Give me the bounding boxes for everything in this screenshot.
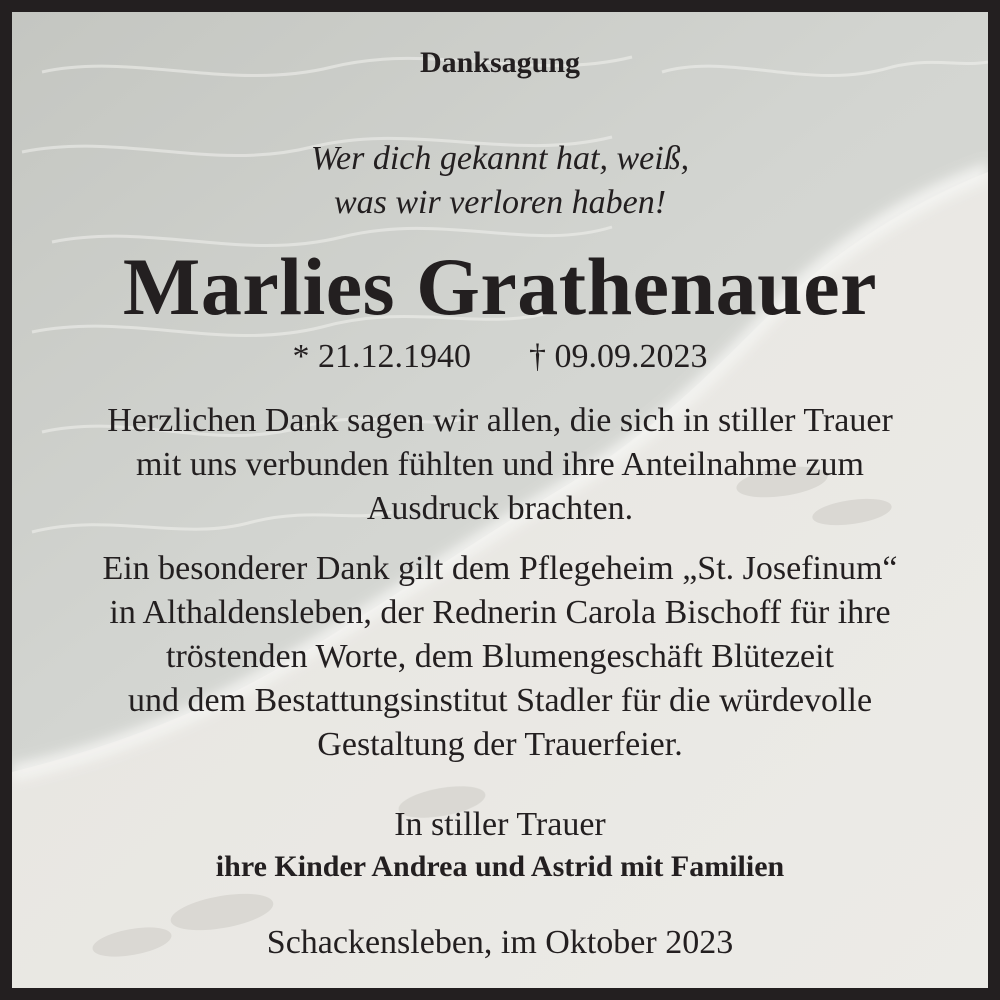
special-thanks-line-4: und dem Bestattungsinstitut Stadler für die würdevolle bbox=[127, 682, 873, 719]
special-thanks-line-2: in Althaldensleben, der Rednerin Carola Bischoff für ihre bbox=[109, 594, 891, 631]
place-and-date: Schackensleben, im Oktober 2023 bbox=[266, 924, 734, 961]
closing-line: In stiller Trauer bbox=[394, 806, 606, 843]
deceased-name: Marlies Grathenauer bbox=[122, 241, 878, 332]
quote-line-1: Wer dich gekannt hat, weiß, bbox=[310, 140, 690, 177]
mourners-line: ihre Kinder Andrea und Astrid mit Familien bbox=[215, 850, 785, 883]
quote-line-2: was wir verloren haben! bbox=[333, 184, 667, 221]
death-date: † 09.09.2023 bbox=[529, 338, 708, 375]
thanks-line-3: Ausdruck brachten. bbox=[366, 490, 634, 527]
thanks-line-2: mit uns verbunden fühlten und ihre Anteilnahme zum bbox=[135, 446, 864, 483]
special-thanks-line-3: tröstenden Worte, dem Blumengeschäft Blütezeit bbox=[166, 638, 834, 675]
obituary-text bbox=[12, 12, 988, 988]
special-thanks-line-5: Gestaltung der Trauerfeier. bbox=[317, 726, 683, 763]
life-dates bbox=[12, 340, 988, 374]
birth-date: * 21.12.1940 bbox=[292, 338, 471, 375]
heading: Danksagung bbox=[419, 46, 581, 79]
thanks-line-1: Herzlichen Dank sagen wir allen, die sich in stiller Trauer bbox=[107, 402, 893, 439]
special-thanks-line-1: Ein besonderer Dank gilt dem Pflegeheim „St. Josefinum“ bbox=[102, 550, 898, 587]
